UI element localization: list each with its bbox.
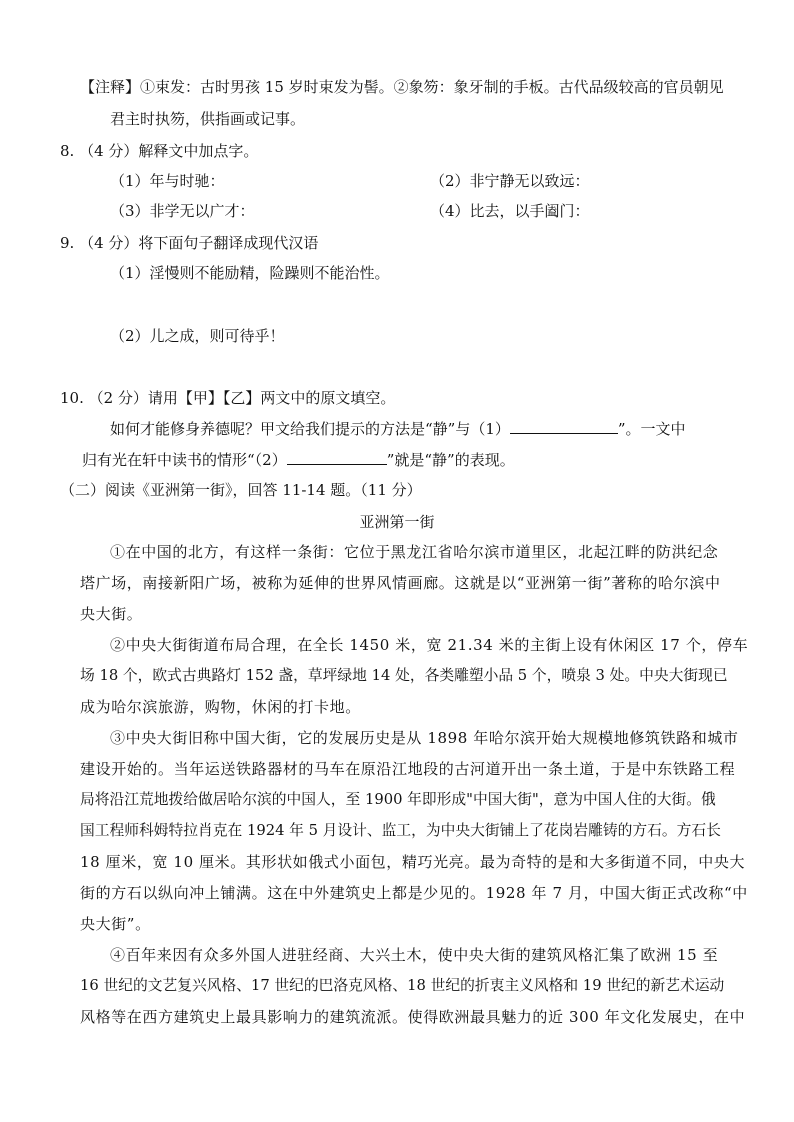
question-9-item-1: （1）淫慢则不能励精，险躁则不能治性。 (110, 264, 390, 282)
para-3-line-6: 街的方石以纵向冲上铺满。这在中外建筑史上都是少见的。1928 年 7 月，中国大街正式改称“中 (80, 884, 748, 902)
question-9-item-2: （2）儿之成，则可待乎！ (110, 327, 285, 345)
question-10-text-1b: ”。一文中 (617, 420, 686, 438)
para-1-line-1: ①在中国的北方，有这样一条街：它位于黑龙江省哈尔滨市道里区，北起江畔的防洪纪念 (110, 543, 719, 561)
para-4-line-2: 16 世纪的文艺复兴风格、17 世纪的巴洛克风格、18 世纪的折衷主义风格和 19 世纪的新艺术运动 (80, 977, 725, 994)
question-10-text-2b: ”就是“静”的表现。 (386, 451, 515, 469)
para-3-line-5: 18 厘米，宽 10 厘米。其形状如俄式小面包，精巧光亮。最为奇特的是和大多街道不同，中央大 (80, 853, 746, 871)
para-4-line-1: ④百年来因有众多外国人进驻经商、大兴土木，使中央大街的建筑风格汇集了欧洲 15 至 (110, 946, 719, 964)
answer-blank-2[interactable] (287, 450, 387, 465)
question-8-item-3: （3）非学无以广才： (110, 202, 255, 220)
para-2-line-3: 成为哈尔滨旅游，购物，休闲的打卡地。 (80, 698, 361, 716)
para-1-line-3: 央大街。 (80, 605, 143, 623)
question-10-line-2 (82, 449, 515, 471)
question-10-text-1a: 如何才能修身养德呢？甲文给我们提示的方法是“静”与（1） (110, 420, 510, 438)
para-3-line-2: 建设开始的。当年运送铁路器材的马车在原沿江地段的古河道开出一条土道，于是中东铁路工程 (80, 760, 736, 778)
question-8-item-2: （2）非宁静无以致远： (430, 172, 590, 190)
question-10-heading: 10. （2 分）请用【甲】【乙】两文中的原文填空。 (60, 389, 396, 407)
note-line-1: 【注释】①束发：古时男孩 15 岁时束发为髻。②象笏：象牙制的手板。古代品级较高的官员朝见 (80, 78, 724, 96)
note-line-2: 君主时执笏，供指画或记事。 (110, 110, 306, 128)
para-3-line-4: 国工程师科姆特拉肖克在 1924 年 5 月设计、监工，为中央大街铺上了花岗岩雕铸的方石。方石长 (80, 822, 721, 839)
para-3-line-7: 央大街”。 (80, 915, 151, 933)
para-2-line-1: ②中央大街街道布局合理，在全长 1450 米，宽 21.34 米的主街上设有休闲区 17 个，停车 (110, 636, 749, 654)
para-4-line-3: 风格等在西方建筑史上最具影响力的建筑流派。使得欧洲最具魅力的近 300 年文化发展史，在中 (80, 1008, 746, 1026)
para-3-line-3: 局将沿江荒地拨给做居哈尔滨的中国人，至 1900 年即形成"中国大街"，意为中国人住的大街。俄 (80, 791, 716, 808)
question-8-item-4: （4）比去，以手阖门： (430, 202, 590, 220)
section-2-heading: （二）阅读《亚洲第一街》，回答 11-14 题。（11 分） (60, 481, 422, 499)
question-10-line-1 (110, 418, 686, 440)
answer-blank-1[interactable] (510, 419, 618, 434)
question-10-text-2a: 归有光在轩中读书的情形“（2） (82, 451, 287, 469)
question-8-heading: 8. （4 分）解释文中加点字。 (60, 142, 259, 160)
article-title: 亚洲第一街 (359, 513, 435, 531)
para-1-line-2: 塔广场，南接新阳广场，被称为延伸的世界风情画廊。这就是以“亚洲第一街”著称的哈尔滨中 (80, 574, 721, 592)
question-9-heading: 9. （4 分）将下面句子翻译成现代汉语 (60, 234, 319, 252)
question-8-item-1: （1）年与时驰： (110, 172, 225, 190)
para-2-line-2: 场 18 个，欧式古典路灯 152 盏，草坪绿地 14 处，各类雕塑小品 5 个，喷泉 3 处。中央大街现已 (80, 667, 728, 684)
para-3-line-1: ③中央大街旧称中国大街，它的发展历史是从 1898 年哈尔滨开始大规模地修筑铁路和城市 (110, 729, 739, 747)
